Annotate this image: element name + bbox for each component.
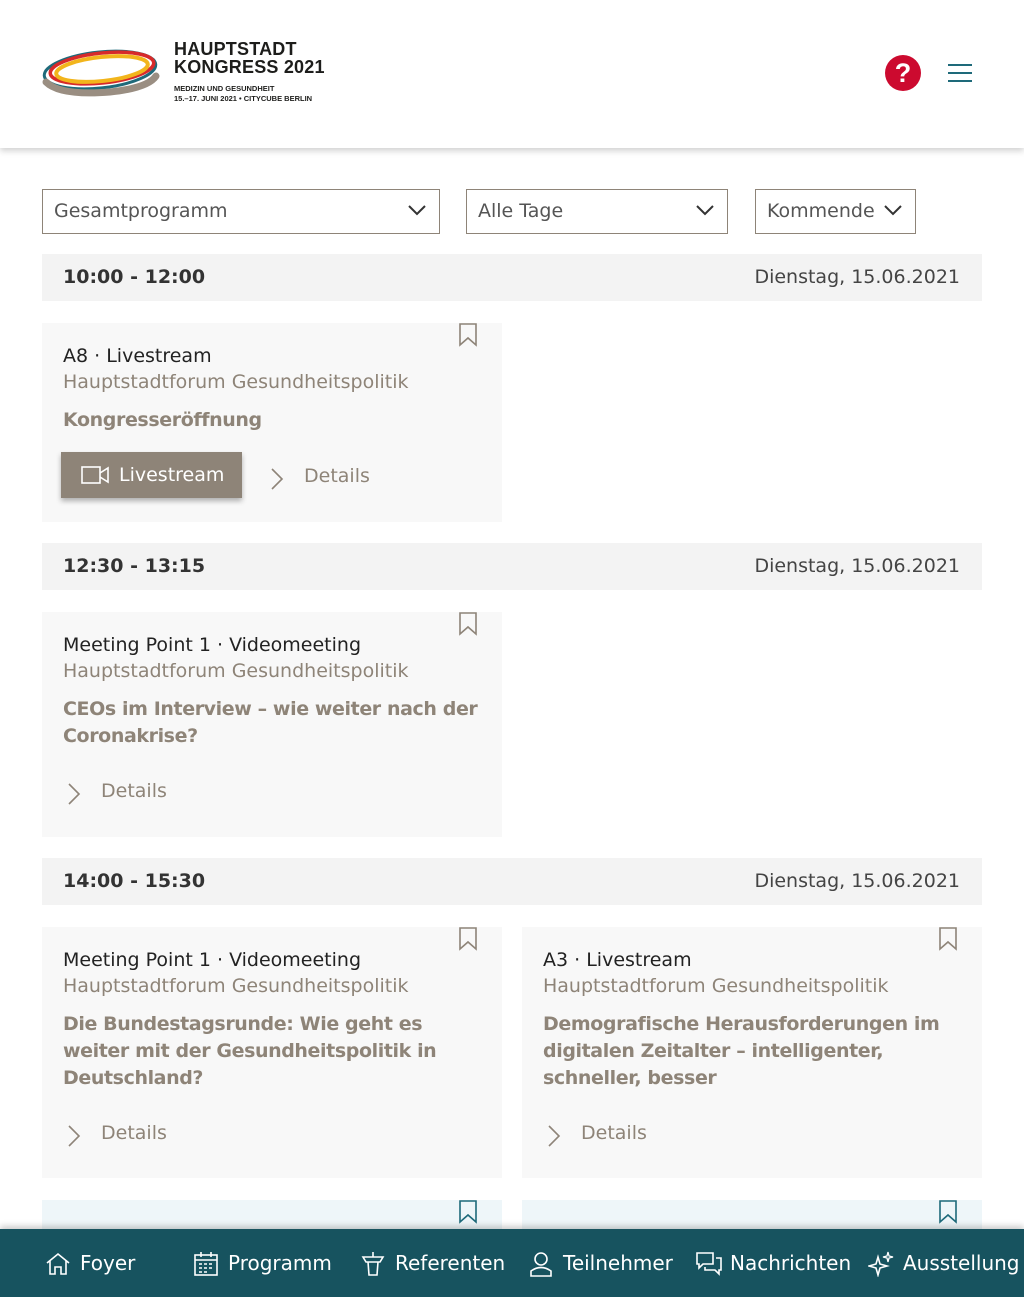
bookmark-icon[interactable] (938, 927, 958, 951)
person-icon (528, 1251, 554, 1277)
details-link[interactable] (63, 778, 183, 808)
session-title[interactable]: Demografische Herausforderungen im digitalen Zeitalter – intelligenter, schneller, besser (543, 1013, 940, 1089)
slot-date: Dienstag, 15.06.2021 (754, 266, 960, 288)
home-icon (45, 1251, 71, 1277)
session-card[interactable] (42, 612, 502, 837)
podium-icon (360, 1251, 386, 1277)
session-card-partial[interactable] (522, 1200, 982, 1229)
logo-sub-line-1: MEDIZIN UND GESUNDHEIT (174, 84, 275, 93)
days-filter-select[interactable] (466, 189, 728, 234)
session-track: Hauptstadtforum Gesundheitspolitik (63, 660, 409, 682)
session-card[interactable] (522, 927, 982, 1178)
session-title[interactable]: Kongresseröffnung (63, 409, 262, 431)
time-slot-header (42, 543, 982, 590)
nav-label: Teilnehmer (563, 1251, 673, 1275)
session-card-partial[interactable] (42, 1200, 502, 1229)
hamburger-menu-icon[interactable] (948, 62, 974, 84)
logo-subtitle (174, 84, 312, 104)
bookmark-icon[interactable] (458, 927, 478, 951)
video-camera-icon (81, 466, 109, 484)
slot-date: Dienstag, 15.06.2021 (754, 555, 960, 577)
nav-label: Ausstellung (903, 1251, 1020, 1275)
bottom-navigation (0, 1229, 1024, 1297)
app-header (0, 0, 1024, 148)
slot-time: 10:00 - 12:00 (63, 266, 206, 288)
logo-rings-icon (40, 42, 160, 98)
livestream-button-label: Livestream (119, 464, 225, 486)
session-card[interactable] (42, 323, 502, 522)
slot-time: 12:30 - 13:15 (63, 555, 206, 577)
chevron-right-icon (547, 1124, 561, 1148)
details-link[interactable] (63, 1120, 183, 1150)
livestream-button[interactable] (61, 452, 242, 498)
time-filter-select[interactable] (755, 189, 916, 234)
session-title[interactable]: CEOs im Interview – wie weiter nach der Coronakrise? (63, 698, 478, 747)
time-slot-header (42, 254, 982, 301)
chevron-right-icon (270, 467, 284, 491)
nav-label: Referenten (395, 1251, 506, 1275)
program-filter-value: Gesamtprogramm (54, 200, 228, 222)
nav-label: Programm (228, 1251, 332, 1275)
sparkle-icon (868, 1251, 894, 1277)
calendar-icon (193, 1251, 219, 1277)
time-slot-header (42, 858, 982, 905)
session-track: Hauptstadtforum Gesundheitspolitik (543, 975, 889, 997)
slot-time: 14:00 - 15:30 (63, 870, 206, 892)
session-room: Meeting Point 1 · Videomeeting (63, 949, 362, 971)
session-track: Hauptstadtforum Gesundheitspolitik (63, 371, 409, 393)
bookmark-icon[interactable] (938, 1200, 958, 1224)
chevron-down-icon (883, 203, 903, 217)
days-filter-value: Alle Tage (478, 200, 564, 222)
session-room: A3 · Livestream (543, 949, 692, 971)
program-filter-select[interactable] (42, 189, 440, 234)
congress-logo[interactable] (40, 38, 360, 108)
details-label: Details (581, 1122, 647, 1144)
session-room: A8 · Livestream (63, 345, 212, 367)
logo-line-1: HAUPTSTADT (174, 39, 297, 59)
session-title[interactable]: Die Bundestagsrunde: Wie geht es weiter mit der Gesundheitspolitik in Deutschland? (63, 1013, 437, 1089)
chevron-down-icon (407, 203, 427, 217)
session-card[interactable] (42, 927, 502, 1178)
bookmark-icon[interactable] (458, 1200, 478, 1224)
logo-sub-line-2: 15.–17. JUNI 2021 • CITYCUBE BERLIN (174, 94, 313, 103)
chevron-down-icon (695, 203, 715, 217)
slot-date: Dienstag, 15.06.2021 (754, 870, 960, 892)
bookmark-icon[interactable] (458, 612, 478, 636)
logo-title (174, 40, 325, 76)
chevron-right-icon (67, 782, 81, 806)
session-room: Meeting Point 1 · Videomeeting (63, 634, 362, 656)
details-link[interactable] (543, 1120, 663, 1150)
details-link[interactable] (266, 463, 386, 493)
nav-label: Foyer (80, 1251, 136, 1275)
details-label: Details (101, 780, 167, 802)
chevron-right-icon (67, 1124, 81, 1148)
session-track: Hauptstadtforum Gesundheitspolitik (63, 975, 409, 997)
help-icon[interactable]: ? (885, 55, 921, 91)
chat-icon (695, 1251, 723, 1277)
nav-label: Nachrichten (730, 1251, 852, 1275)
bookmark-icon[interactable] (458, 323, 478, 347)
details-label: Details (101, 1122, 167, 1144)
time-filter-value: Kommende (767, 200, 875, 222)
logo-line-2: KONGRESS 2021 (174, 57, 325, 77)
details-label: Details (304, 465, 370, 487)
